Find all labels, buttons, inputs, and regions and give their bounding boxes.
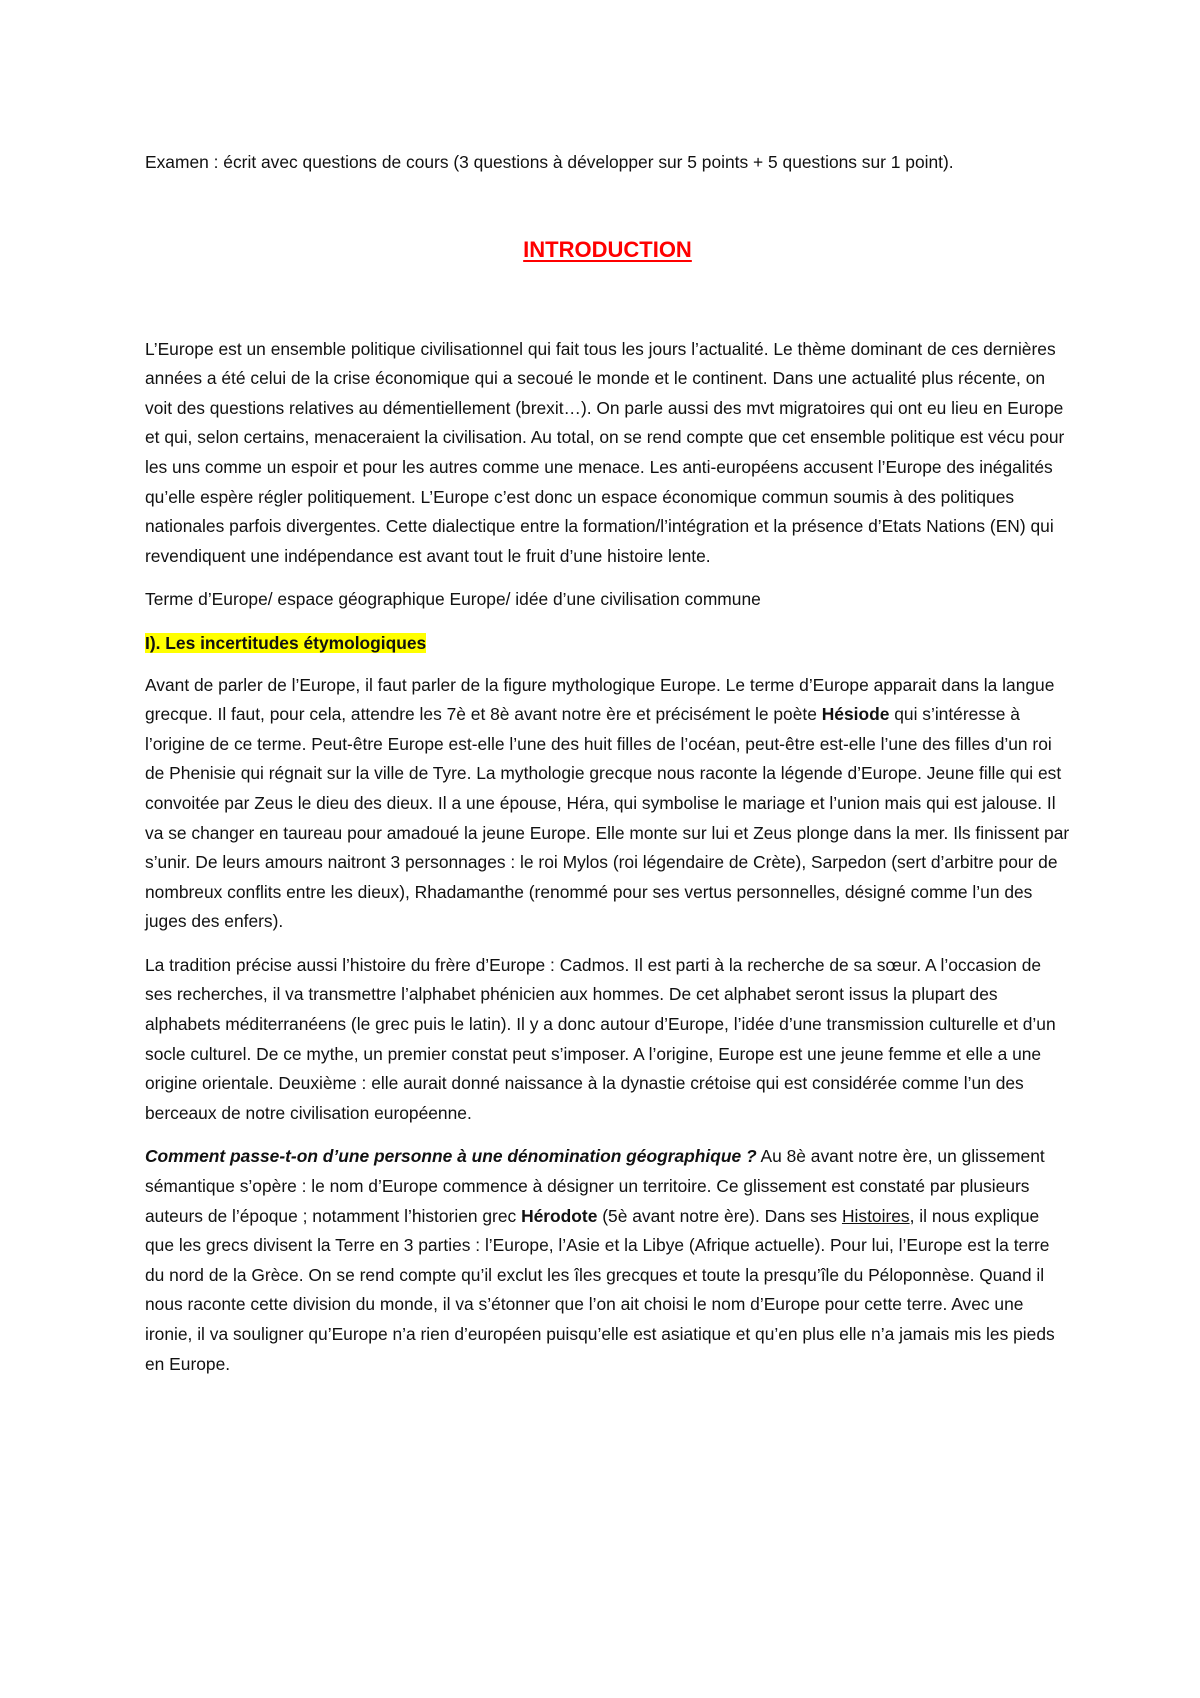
question-text: Comment passe-t-on d’une personne à une dénomination géographique ? (145, 1146, 757, 1167)
plan-line: Terme d’Europe/ espace géographique Europe/ idée d’une civilisation commune (145, 589, 761, 610)
section-heading: I). Les incertitudes étymologiques (145, 632, 427, 653)
name-hesiode: Hésiode (821, 704, 890, 725)
title-wrap (145, 235, 1070, 265)
paragraph-cadmos: La tradition précise aussi l’histoire du frère d’Europe : Cadmos. Il est parti à la recherche de sa sœur. A l’occasion de ses recherches, il va transmettre l’alphabet phénicien aux hommes. De cet alphabet seront issus la plupart des alphabets méditerranéens (le grec puis le latin). Il y a donc autour d’Europe, l’idée d’une transmission culturelle et d’un socle culturel. De ce mythe, un premier constat peut s’imposer. A l’origine, Europe est une jeune femme et elle a une origine orientale. Deuxième : elle aurait donné naissance à la dynastie crétoise qui est considérée comme l’un des berceaux de notre civilisation européenne. (145, 954, 1056, 1123)
paragraph-geography-part-e: , il nous explique que les grecs divisent la Terre en 3 parties : l’Europe, l’Asie et la Libye (Afrique actuelle). Pour lui, l’Europe est la terre du nord de la Grèce. On se rend compte qu’il exclut les îles grecques et toute la presqu’île du Péloponnèse. Quand il nous raconte cette division du monde, il va s’étonner que l’on ait choisi le nom d’Europe pour cette terre. Avec une ironie, il va souligner qu’Europe n’a rien d’européen puisqu’elle est asiatique et qu’en plus elle n’a jamais mis les pieds en Europe. (145, 1205, 1055, 1374)
exam-note: Examen : écrit avec questions de cours (3 questions à développer sur 5 points + 5 questions sur 1 point). (145, 152, 954, 172)
paragraph-myth-part-a: Avant de parler de l’Europe, il faut parler de la figure mythologique Europe. Le terme d’Europe apparait dans la langue grecque. Il faut, pour cela, attendre les 7è et 8è avant notre ère et précisément le poète (145, 674, 1055, 725)
paragraph-geography-part-a: Au 8è avant notre ère, un glissement sémantique s’opère : le nom d’Europe commence à désigner un territoire. Ce glissement est constaté par plusieurs auteurs de l’époque ; notamment l’historien grec (145, 1146, 1045, 1226)
page-title: INTRODUCTION (523, 236, 692, 262)
paragraph-myth-part-c: qui s’intéresse à l’origine de ce terme. Peut-être Europe est-elle l’une des huit filles de l’océan, peut-être est-elle l’une des filles d’un roi de Phenisie qui régnait sur la ville de Tyre. La mythologie grecque nous raconte la légende d’Europe. Jeune fille qui est convoitée par Zeus le dieu des dieux. Il a une épouse, Héra, qui symbolise le mariage et l’union mais qui est jalouse. Il va se changer en taureau pour amadoué la jeune Europe. Elle monte sur lui et Zeus plonge dans la mer. Ils finissent par s’unir. De leurs amours naitront 3 personnages : le roi Mylos (roi légendaire de Crète), Sarpedon (sert d’arbitre pour de nombreux conflits entre les dieux), Rhadamanthe (renommé pour ses vertus personnelles, désigné comme l’un des juges des enfers). (145, 704, 1070, 932)
work-title-histoires: Histoires (841, 1205, 910, 1226)
name-herodote: Hérodote (521, 1205, 598, 1226)
section-heading-wrap (145, 629, 1070, 659)
paragraph-myth (145, 671, 1070, 937)
paragraph-geography (145, 1142, 1070, 1379)
paragraph-geography-part-c: (5è avant notre ère). Dans ses (597, 1205, 842, 1226)
intro-paragraph: L’Europe est un ensemble politique civilisationnel qui fait tous les jours l’actualité. Le thème dominant de ces dernières années a été celui de la crise économique qui a secoué le monde et le continent. Dans une actualité plus récente, on voit des questions relatives au démentiellement (brexit…). On parle aussi des mvt migratoires qui ont eu lieu en Europe et qui, selon certains, menaceraient la civilisation. Au total, on se rend compte que cet ensemble politique est vécu pour les uns comme un espoir et pour les autres comme une menace. Les anti-européens accusent l’Europe des inégalités qu’elle espère régler politiquement. L’Europe c’est donc un espace économique commun soumis à des politiques nationales parfois divergentes. Cette dialectique entre la formation/l’intégration et la présence d’Etats Nations (EN) qui revendiquent une indépendance est avant tout le fruit d’une histoire lente. (145, 338, 1065, 566)
